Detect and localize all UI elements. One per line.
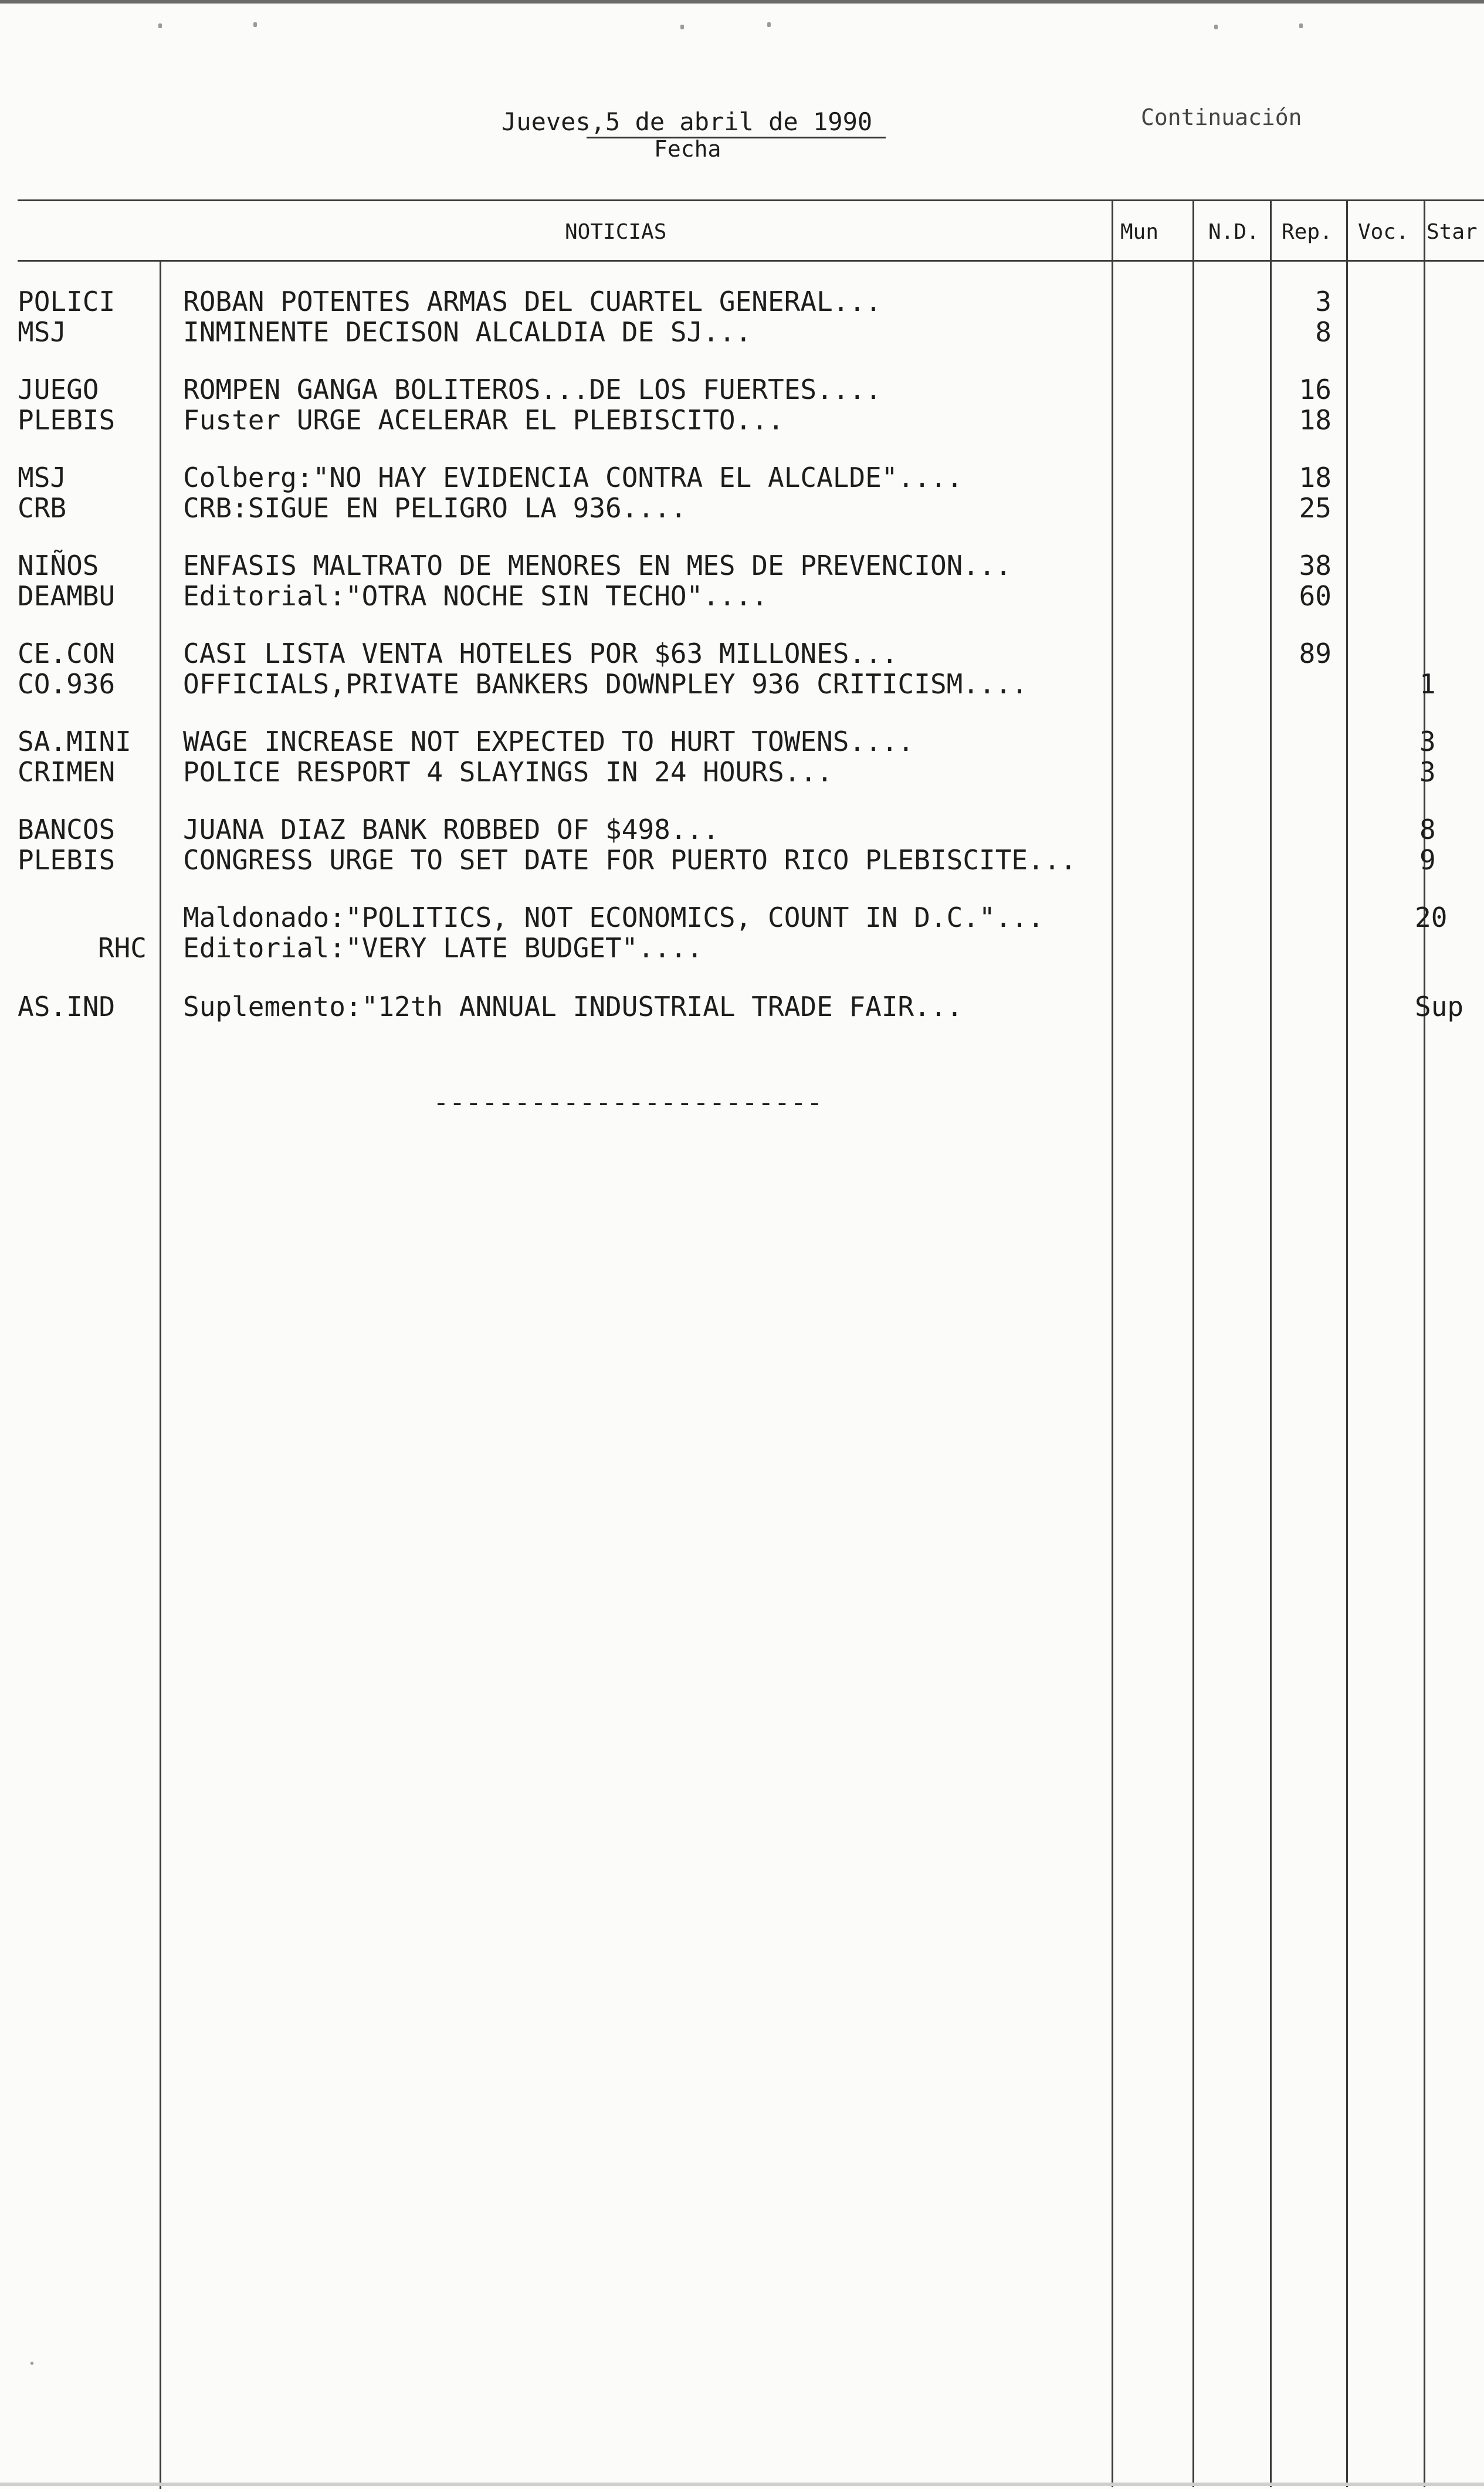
voc-column-divider — [1346, 199, 1348, 2487]
end-of-list-rule: ------------------------ — [433, 1086, 823, 1118]
table-row-section: PLEBIS — [18, 404, 116, 436]
table-row-story: CONGRESS URGE TO SET DATE FOR PUERTO RICO PLEBISCITE... — [183, 844, 1077, 876]
date-underline — [587, 137, 886, 138]
star-column-divider — [1424, 199, 1425, 2487]
table-row-section: CO.936 — [18, 668, 116, 700]
table-row-section: CRIMEN — [18, 756, 116, 788]
scan-speck — [1299, 23, 1303, 28]
table-row-rep: 25 — [1299, 492, 1331, 524]
scan-speck — [1214, 25, 1218, 29]
table-row-section: DEAMBU — [18, 580, 116, 612]
table-row-section: BANCOS — [18, 814, 116, 845]
table-row-story: OFFICIALS,PRIVATE BANKERS DOWNPLEY 936 CRITICISM.... — [183, 668, 1028, 700]
table-row-section: NIÑOS — [18, 550, 99, 581]
table-row-star: 20 — [1415, 902, 1448, 933]
bottom-border — [0, 2483, 1484, 2486]
table-row-story: Editorial:"VERY LATE BUDGET".... — [183, 932, 703, 964]
table-row-story: ENFASIS MALTRATO DE MENORES EN MES DE PREVENCION... — [183, 550, 1012, 581]
table-row-story: ROMPEN GANGA BOLITEROS...DE LOS FUERTES.... — [183, 374, 882, 405]
nd-column-divider — [1192, 199, 1194, 2487]
table-row-star: Sup — [1415, 991, 1464, 1022]
table-row-section: POLICI — [18, 286, 116, 317]
mun-column-header: Mun — [1120, 220, 1159, 244]
scan-speck — [158, 23, 162, 28]
voc-column-header: Voc. — [1358, 220, 1409, 244]
scan-speck — [253, 22, 257, 27]
table-row-section: RHC — [97, 932, 147, 964]
table-row-section: CRB — [18, 492, 67, 524]
table-row-rep: 8 — [1315, 316, 1331, 348]
table-row-story: ROBAN POTENTES ARMAS DEL CUARTEL GENERAL... — [183, 286, 882, 317]
table-row-story: CASI LISTA VENTA HOTELES POR $63 MILLONES... — [183, 638, 898, 669]
table-row-rep: 18 — [1299, 404, 1331, 436]
date-caption: Fecha — [654, 136, 721, 162]
table-top-rule — [18, 199, 1484, 201]
table-row-rep: 60 — [1299, 580, 1331, 612]
rep-column-header: Rep. — [1282, 220, 1333, 244]
table-row-story: POLICE RESPORT 4 SLAYINGS IN 24 HOURS... — [183, 756, 833, 788]
table-row-section: MSJ — [18, 316, 67, 348]
table-row-star: 3 — [1419, 726, 1436, 757]
table-row-section: AS.IND — [18, 991, 116, 1022]
table-row-section: PLEBIS — [18, 844, 116, 876]
mun-column-divider — [1112, 199, 1113, 2487]
scan-speck — [31, 2362, 33, 2365]
table-header-rule — [18, 260, 1484, 262]
table-row-rep: 3 — [1315, 286, 1331, 317]
rep-column-divider — [1270, 199, 1272, 2487]
table-row-rep: 38 — [1299, 550, 1331, 581]
table-row-section: SA.MINI — [18, 726, 131, 757]
scan-speck — [767, 22, 771, 27]
top-border — [0, 0, 1484, 4]
noticias-column-header: NOTICIAS — [565, 220, 667, 244]
table-row-star: 1 — [1419, 668, 1436, 700]
table-row-story: Fuster URGE ACELERAR EL PLEBISCITO... — [183, 404, 784, 436]
table-row-rep: 16 — [1299, 374, 1331, 405]
table-row-star: 8 — [1419, 814, 1436, 845]
table-row-star: 9 — [1419, 844, 1436, 876]
nd-column-header: N.D. — [1208, 220, 1259, 244]
continuation-label: Continuación — [1141, 104, 1302, 130]
table-row-section: JUEGO — [18, 374, 99, 405]
date-line: Jueves,5 de abril de 1990 — [502, 107, 873, 136]
table-row-section: CE.CON — [18, 638, 116, 669]
table-row-story: Suplemento:"12th ANNUAL INDUSTRIAL TRADE FAIR... — [183, 991, 963, 1022]
table-row-story: Maldonado:"POLITICS, NOT ECONOMICS, COUNT IN D.C."... — [183, 902, 1044, 933]
table-row-story: JUANA DIAZ BANK ROBBED OF $498... — [183, 814, 719, 845]
table-row-story: WAGE INCREASE NOT EXPECTED TO HURT TOWENS.... — [183, 726, 914, 757]
star-column-header: Star — [1427, 220, 1478, 244]
table-row-story: Colberg:"NO HAY EVIDENCIA CONTRA EL ALCALDE".... — [183, 462, 963, 493]
table-row-story: INMINENTE DECISON ALCALDIA DE SJ... — [183, 316, 752, 348]
table-row-section: MSJ — [18, 462, 67, 493]
table-row-rep: 89 — [1299, 638, 1331, 669]
table-row-star: 3 — [1419, 756, 1436, 788]
table-row-story: Editorial:"OTRA NOCHE SIN TECHO".... — [183, 580, 768, 612]
scan-speck — [680, 25, 684, 29]
table-row-story: CRB:SIGUE EN PELIGRO LA 936.... — [183, 492, 687, 524]
section-column-divider — [160, 260, 161, 2489]
table-row-rep: 18 — [1299, 462, 1331, 493]
